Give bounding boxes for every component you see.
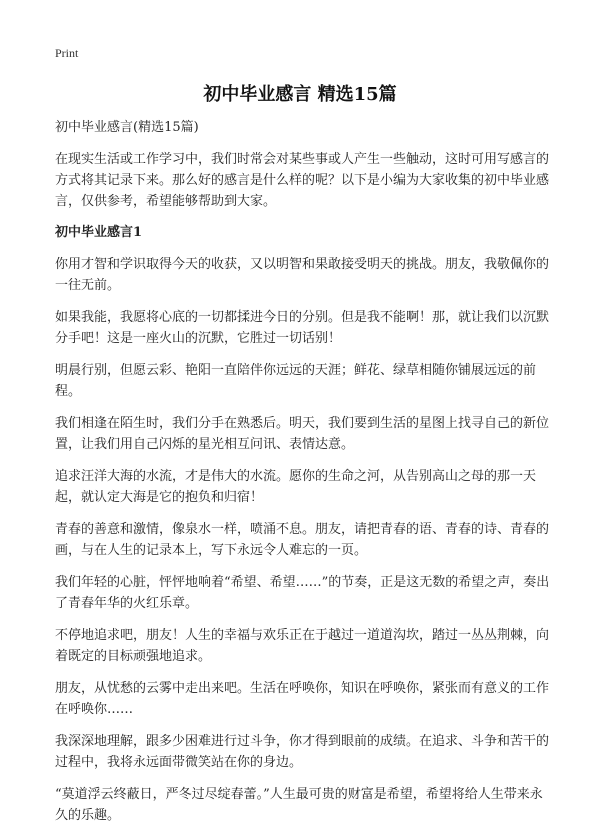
paragraph: “莫道浮云终蔽日，严冬过尽绽春蕾。”人生最可贵的财富是希望，希望将给人生带来永久的乐趣。 <box>55 787 543 823</box>
page-title: 初中毕业感言 精选15篇 <box>203 84 397 105</box>
paragraph: 如果我能，我愿将心底的一切都揉进今日的分别。但是我不能啊！那，就让我们以沉默分手吧！这是一座火山的沉默，它胜过一切话别！ <box>55 310 550 346</box>
paragraph: 我们年轻的心脏，怦怦地响着“希望、希望……”的节奏，正是这无数的希望之声，奏出了青春年华的火红乐章。 <box>55 575 550 611</box>
section-heading: 初中毕业感言1 <box>55 225 143 240</box>
article-intro: 在现实生活或工作学习中，我们时常会对某些事或人产生一些触动，这时可用写感言的方式将其记录下来。那么好的感言是什么样的呢？以下是小编为大家收集的初中毕业感言，仅供参考，希望能够帮助到大家。 <box>55 152 550 209</box>
paragraph: 我深深地理解，跟多少困难进行过斗争，你才得到眼前的成绩。在追求、斗争和苦干的过程中，我将永远面带微笑站在你的身边。 <box>55 734 550 770</box>
paragraph: 朋友，从忧愁的云雾中走出来吧。生活在呼唤你，知识在呼唤你，紧张而有意义的工作在呼唤你…… <box>55 681 550 717</box>
paragraph: 不停地追求吧，朋友！人生的幸福与欢乐正在于越过一道道沟坎，踏过一丛丛荆棘，向着既定的目标顽强地追求。 <box>55 628 550 664</box>
paragraph: 青春的善意和激情，像泉水一样，喷涌不息。朋友，请把青春的语、青春的诗、青春的画，与在人生的记录本上，写下永远令人难忘的一页。 <box>55 522 550 558</box>
paragraph: 明晨行别，但愿云彩、艳阳一直陪伴你远远的天涯；鲜花、绿草相随你铺展远远的前程。 <box>55 363 537 399</box>
paragraph: 追求汪洋大海的水流，才是伟大的水流。愿你的生命之河，从告别高山之母的那一天起，就认定大海是它的抱负和归宿！ <box>55 469 537 505</box>
paragraph: 我们相逢在陌生时，我们分手在熟悉后。明天，我们要到生活的星图上找寻自己的新位置，让我们用自己闪烁的星光相互问讯、表情达意。 <box>55 416 550 452</box>
article-body <box>55 119 550 837</box>
print-link[interactable]: Print <box>55 46 79 60</box>
paragraph: 你用才智和学识取得今天的收获，又以明智和果敢接受明天的挑战。朋友，我敬佩你的一往无前。 <box>55 257 550 293</box>
article-subtitle: 初中毕业感言(精选15篇) <box>55 120 199 135</box>
